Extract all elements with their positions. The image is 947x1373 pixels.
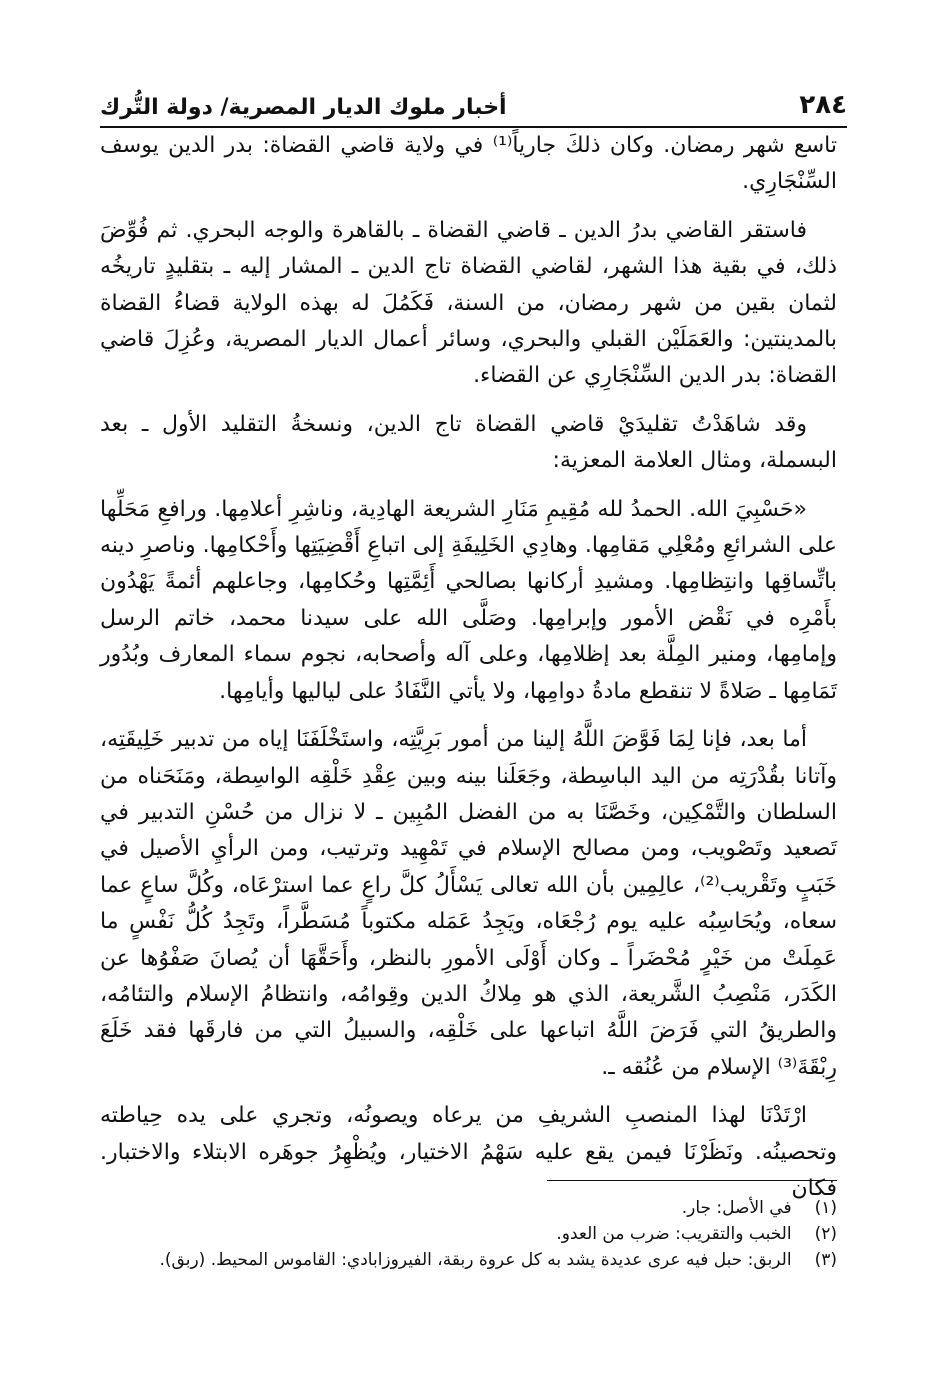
paragraph: فاستقر القاضي بدرُ الدين ـ قاضي القضاة ـ بالقاهرة والوجه البحري. ثم فُوِّضَ ذلك، في بقية هذا الشهر، لقاضي القضاة تاج الدين ـ المشار إليه ـ بتقليدٍ تاريخُه لثمان بقين من شهر رمضان، من السنة، فَكَمُلَ له بهذه الولاية قضاءُ القضاة بالمدينتين: والعَمَلَيْن القبلي والبحري، وسائر أعمال الديار المصرية، وعُزِلَ قاضي القضاة: بدر الدين السِّنْجَارِي عن القضاء. bbox=[100, 217, 837, 389]
footnote-number: (١) bbox=[814, 1198, 837, 1218]
paragraph: أما بعد، فإنا لِمَا فَوَّضَ اللَّهُ إلينا من أمور بَرِيَّتِه، واستَخْلَفَنَا إياه من تدبير خَلِيقَتِه، وآتانا بقُدْرَتِه من اليد الباسِطة، وجَعَلَنا بينه وبين عِقْدِ خَلْقِه الواسِطة، ومَنَحَناه من السلطان والتَّمْكِين، وخَصَّنَا به من الفضل المُبِين ـ لا نزال من حُسْنِ التدبير في تَصعيد وتَصْويب، ومن مصالح الإسلام في تَمْهِيد وترتيب، ومن الرأيِ الأصيل في خَبَبٍ وتَقْريب⁽²⁾، عالِمِين بأن الله تعالى يَسْأَلُ كلَّ راعٍ عما استرْعَاه، وكُلَّ ساعٍ عما سعاه، ويُحَاسِبُه عليه يوم رُجْعَاه، ويَجِدُ عَمَله مكتوباً مُسَطَّراً، وتَجِدُ كُلُّ نَفْسٍ ما عَمِلَتْ من خَيْرٍ مُحْضَراً ـ وكان أَوْلَى الأمورِ بالنظر، وأَحَقَّهَا أن يُصانَ صَفْوُها عن الكَدَر، مَنْصِبُ الشَّريعة، الذي هو مِلاكُ الدين وقِوامُه، وانتظامُ الإسلام والتئامُه، والطريقُ التي فَرَضَ اللَّهُ اتباعها على خَلْقِه، والسبيلُ التي من فارقَها فقد خَلَعَ رِبْقَةَ⁽³⁾ الإسلام من عُنُقه ـ. bbox=[100, 727, 838, 1080]
footnote bbox=[100, 1195, 837, 1221]
paragraph: وقد شاهَدْتُ تقليدَيْ قاضي القضاة تاج الدين، ونسخةُ التقليد الأول ـ بعد البسملة، ومثال العلامة المعزية: bbox=[100, 411, 837, 474]
footnote-divider bbox=[547, 1180, 837, 1181]
footnotes bbox=[100, 1180, 837, 1273]
page-header bbox=[100, 72, 847, 128]
page-number: ٢٨٤ bbox=[799, 90, 847, 120]
paragraph: تاسع شهر رمضان. وكان ذلكَ جارياً⁽¹⁾ في ولاية قاضي القضاة: بدر الدين يوسف السِّنْجَارِي. bbox=[100, 133, 837, 195]
footnote-text: في الأصل: جار. bbox=[681, 1198, 792, 1218]
footnote-number: (٢) bbox=[814, 1224, 837, 1244]
main-text bbox=[100, 128, 837, 1219]
paragraph: «حَسْبِيَ الله. الحمدُ لله مُقِيمِ مَنَارِ الشريعة الهادِية، وناشِرِ أعلامِها. ورافعِ مَحَلِّها على الشرائعِ ومُعْلِي مَقامِها. وهادِي الخَلِيفَةِ إلى اتباعِ أَقْضِيَتِها وأَحْكامِها. وناصرِ دينه باتِّساقِها وانتِظامِها. ومشيدِ أركانها بصالحي أَئِمَّتِها وحُكامِها، وجاعلهم أئمةً يَهْدُون بأَمْرِه في نَقْض الأمور وإبرامِها. وصَلَّى الله على سيدنا محمد، خاتم الرسل وإمامِها، ومنير المِلَّة بعد إظلامِها، وعلى آله وأصحابه، نجوم سماء المعارف وبُدُور تَمَامِها ـ صَلاةً لا تنقطع مادةُ دوامِها، ولا يأتي النَّفَادُ على لياليها وأيامِها. bbox=[100, 496, 837, 704]
footnote bbox=[100, 1221, 837, 1247]
running-title: أخبار ملوك الديار المصرية/ دولة التُّرك bbox=[100, 95, 507, 120]
paragraph: ارْتَدْنَا لهذا المنصبِ الشريفِ من يرعاه ويصونُه، وتجري على يده حِياطته وتحصينُه. ونَظَرْنَا فيمن يقع عليه سَهْمُ الاختيار، ويُظْهِرُ جوهَره الابتلاء والاختبار. فكان bbox=[100, 1103, 837, 1201]
footnote-text: الخبب والتقريب: ضرب من العدو. bbox=[556, 1224, 792, 1244]
footnote-text: الربق: حبل فيه عرى عديدة يشد به كل عروة ربقة، الفيروزابادي: القاموس المحيط. (ربق). bbox=[159, 1250, 792, 1270]
footnote bbox=[100, 1247, 837, 1273]
footnote-number: (٣) bbox=[814, 1250, 837, 1270]
